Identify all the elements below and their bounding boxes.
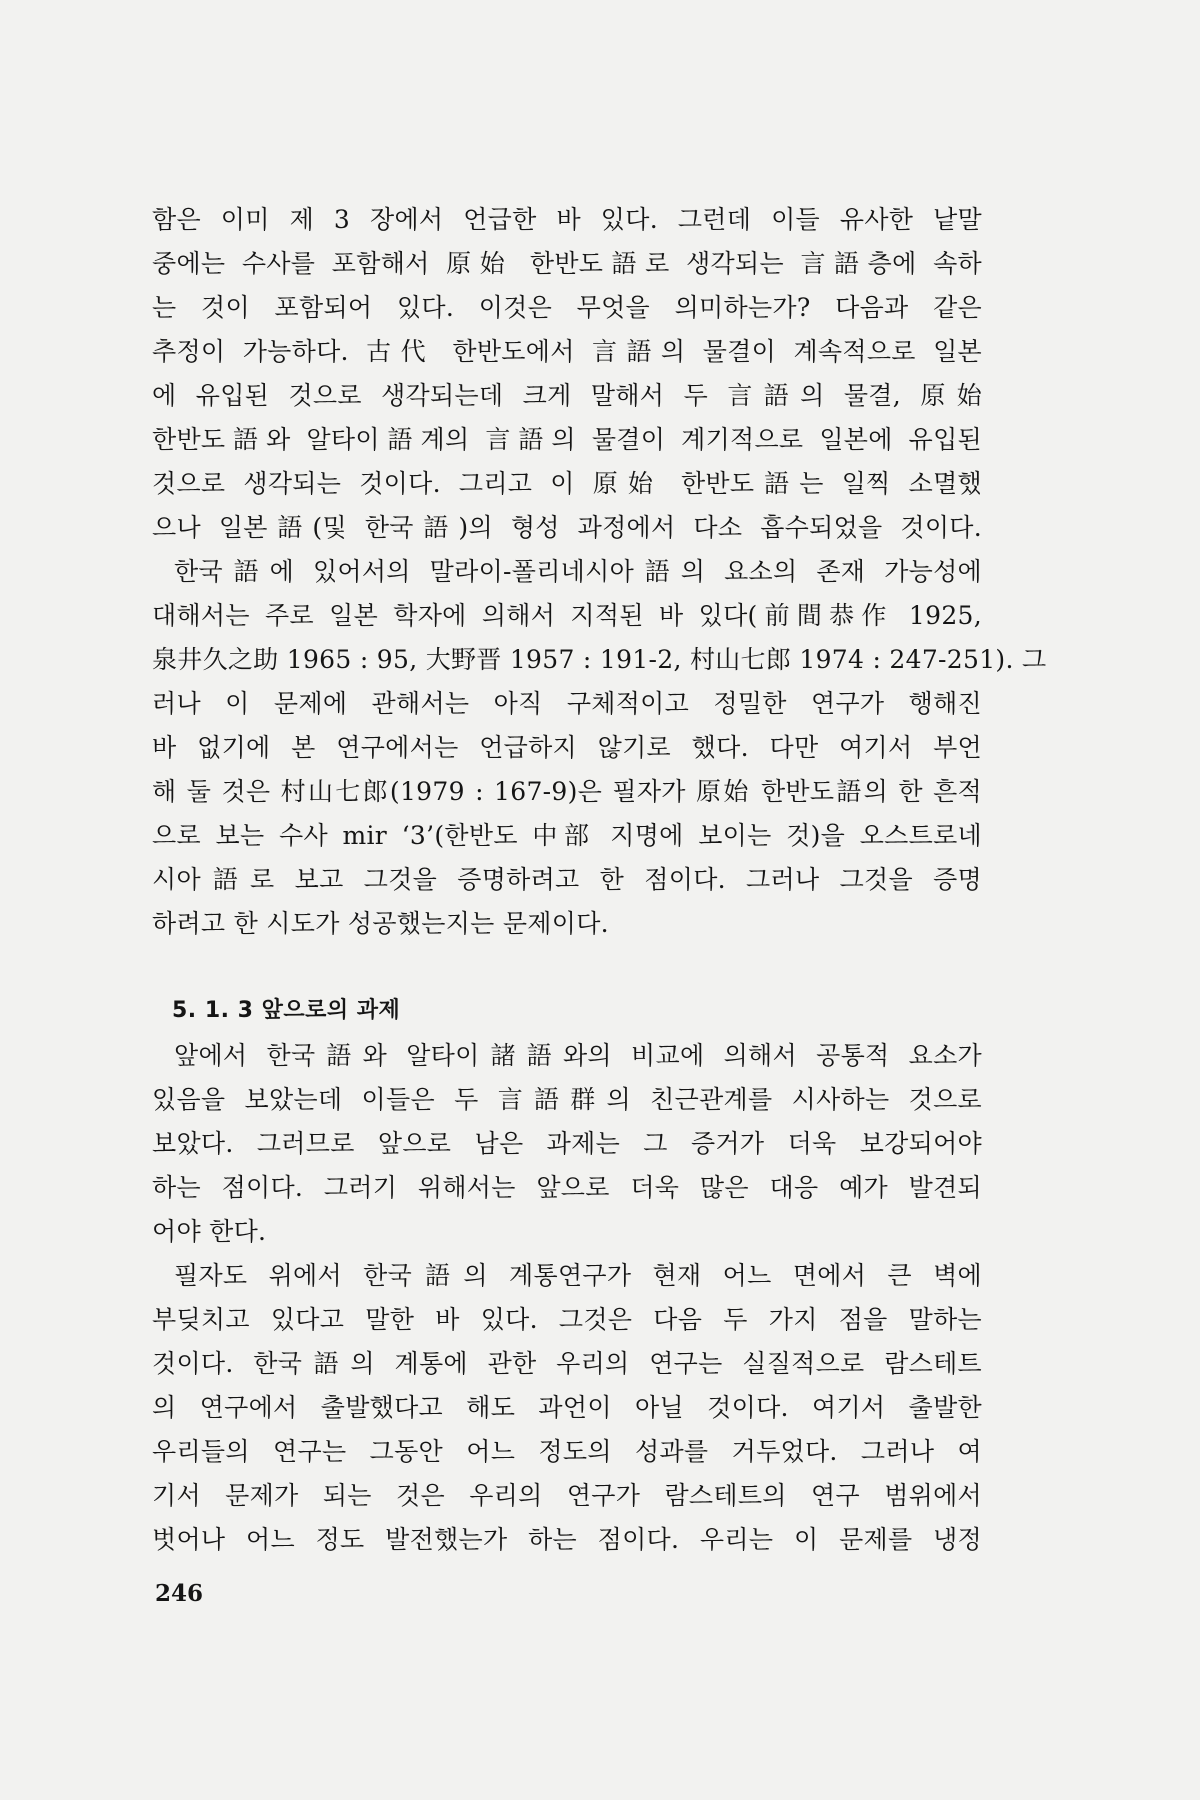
text-block-top — [152, 198, 1047, 946]
text-line: 앞에서 한국語와 알타이諸語와의 비교에 의해서 공통적 요소가 — [174, 1041, 982, 1070]
text-line: 것으로 생각되는 것이다. 그리고 이 原始 한반도語는 일찍 소멸했 — [152, 469, 982, 498]
text-line: 추정이 가능하다. 古代 한반도에서 言語의 물결이 계속적으로 일본 — [152, 337, 982, 366]
text-line: 중에는 수사를 포함해서 原始 한반도語로 생각되는 言語층에 속하 — [152, 249, 982, 278]
page-number: 246 — [155, 1580, 204, 1607]
text-line: 하려고 한 시도가 성공했는지는 문제이다. — [152, 909, 609, 938]
text-line: 함은 이미 제 3 장에서 언급한 바 있다. 그런데 이들 유사한 낱말 — [152, 205, 982, 234]
text-line: 보았다. 그러므로 앞으로 남은 과제는 그 증거가 더욱 보강되어야 — [152, 1129, 982, 1158]
text-line: 벗어나 어느 정도 발전했는가 하는 점이다. 우리는 이 문제를 냉정 — [152, 1525, 982, 1554]
text-line: 부딪치고 있다고 말한 바 있다. 그것은 다음 두 가지 점을 말하는 — [152, 1305, 982, 1334]
text-line: 하는 점이다. 그러기 위해서는 앞으로 더욱 많은 대응 예가 발견되 — [152, 1173, 982, 1202]
text-line: 우리들의 연구는 그동안 어느 정도의 성과를 거두었다. 그러나 여 — [152, 1437, 982, 1466]
text-line: 기서 문제가 되는 것은 우리의 연구가 람스테트의 연구 범위에서 — [152, 1481, 982, 1510]
text-line: 어야 한다. — [152, 1217, 267, 1246]
text-line: 에 유입된 것으로 생각되는데 크게 말해서 두 言語의 물결, 原始 — [152, 381, 982, 410]
text-line: 한국語에 있어서의 말라이-폴리네시아語의 요소의 존재 가능성에 — [174, 557, 982, 586]
text-line: 러나 이 문제에 관해서는 아직 구체적이고 정밀한 연구가 행해진 — [152, 689, 982, 718]
text-line: 바 없기에 본 연구에서는 언급하지 않기로 했다. 다만 여기서 부언 — [152, 733, 982, 762]
text-line: 의 연구에서 출발했다고 해도 과언이 아닐 것이다. 여기서 출발한 — [152, 1393, 982, 1422]
text-line: 으나 일본語(및 한국語)의 형성 과정에서 다소 흡수되었을 것이다. — [152, 513, 982, 542]
section-heading: 5. 1. 3 앞으로의 과제 — [172, 998, 401, 1023]
text-line: 는 것이 포함되어 있다. 이것은 무엇을 의미하는가? 다음과 같은 — [152, 293, 982, 322]
text-line: 필자도 위에서 한국語의 계통연구가 현재 어느 면에서 큰 벽에 — [174, 1261, 982, 1290]
text-line: 것이다. 한국語의 계통에 관한 우리의 연구는 실질적으로 람스테트 — [152, 1349, 982, 1378]
text-line: 으로 보는 수사 mir ‘3’(한반도 中部 지명에 보이는 것)을 오스트로네 — [152, 821, 982, 850]
text-line: 泉井久之助 1965 : 95, 大野晋 1957 : 191-2, 村山七郎 1974 : 247-251). 그 — [152, 645, 1047, 674]
text-line: 시아語로 보고 그것을 증명하려고 한 점이다. 그러나 그것을 증명 — [152, 865, 982, 894]
text-line: 한반도語와 알타이語계의 言語의 물결이 계기적으로 일본에 유입된 — [152, 425, 982, 454]
text-line: 있음을 보았는데 이들은 두 言語群의 친근관계를 시사하는 것으로 — [152, 1085, 982, 1114]
text-block-bottom — [152, 1034, 982, 1562]
text-line: 대해서는 주로 일본 학자에 의해서 지적된 바 있다(前間恭作 1925, — [152, 601, 982, 630]
text-line: 해 둘 것은 村山七郎(1979 : 167-9)은 필자가 原始 한반도語의 한 흔적 — [152, 777, 982, 806]
